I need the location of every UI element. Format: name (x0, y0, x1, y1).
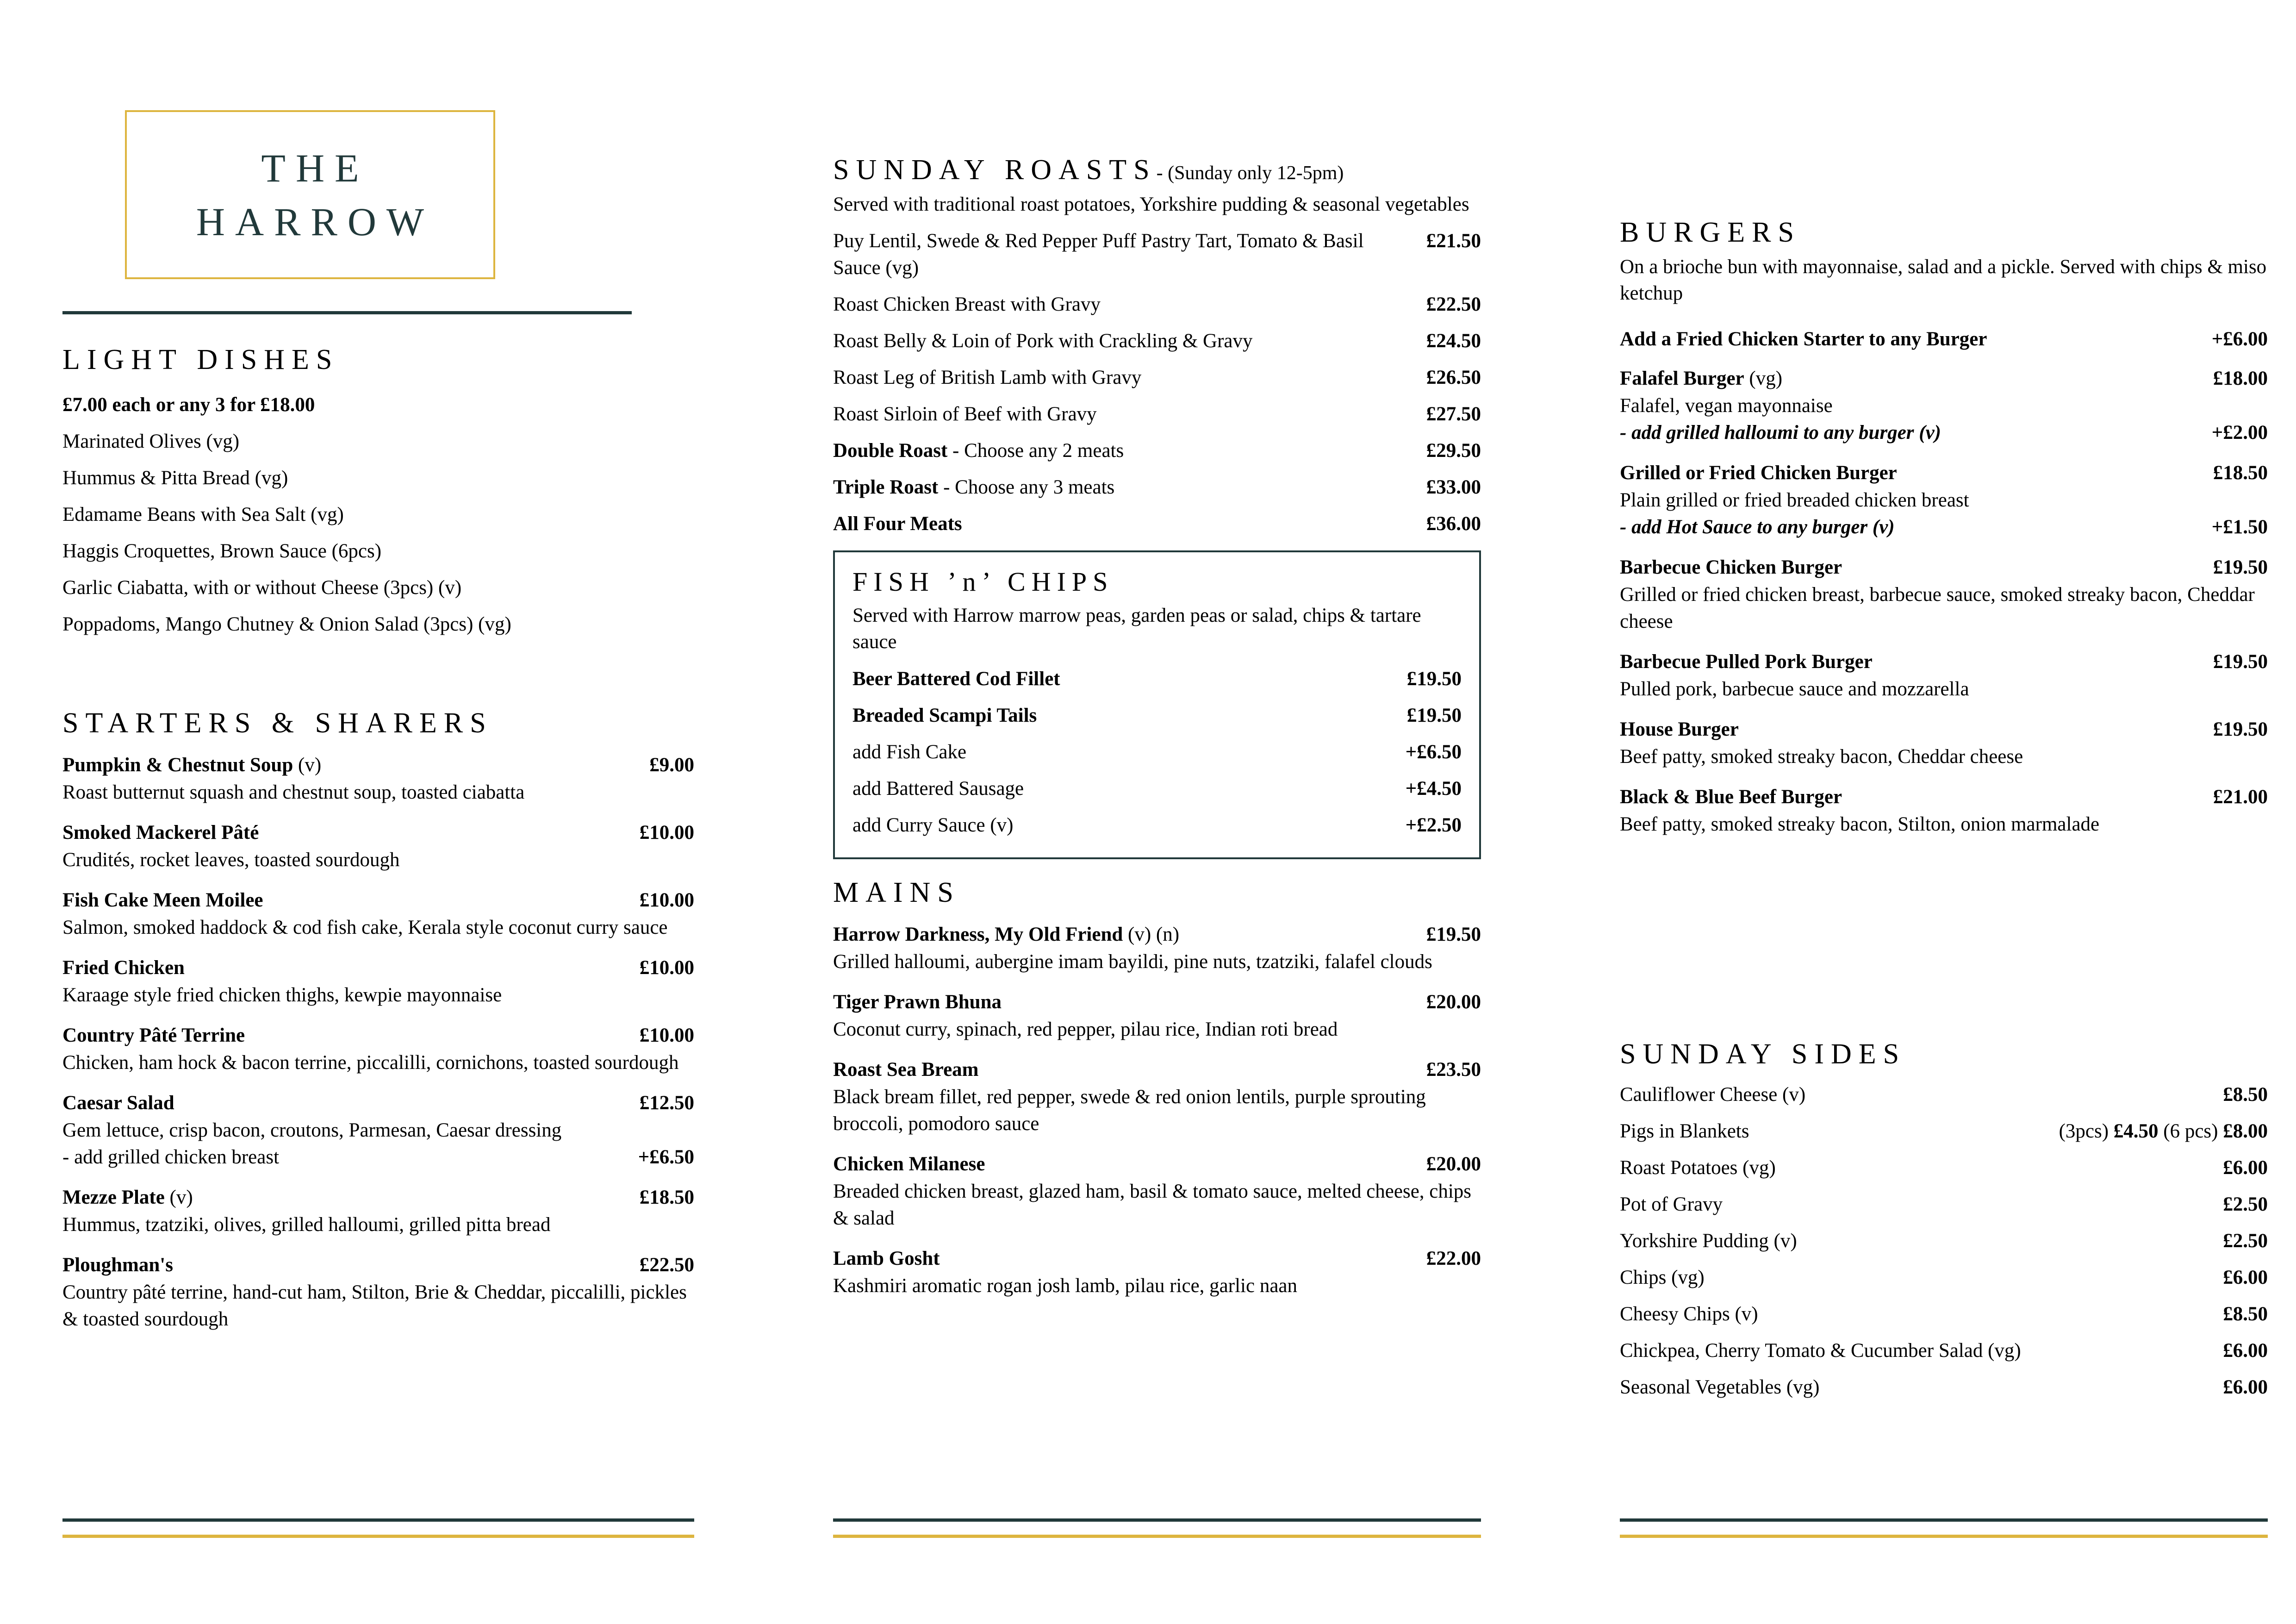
item-header-row (62, 1023, 694, 1049)
side-price (2223, 1228, 2268, 1255)
side-row (1620, 1264, 2268, 1291)
side-row (1620, 1155, 2268, 1181)
item-name-text: Mezze Plate (62, 1186, 165, 1208)
item-name-text: Black & Blue Beef Burger (1620, 786, 1842, 808)
sunday-roasts-note: Served with traditional roast potatoes, Yorkshire pudding & seasonal vegetables (833, 194, 1469, 216)
fish-and-chips-heading: FISH ’n’ CHIPS (852, 567, 1114, 597)
item-header-row (1620, 366, 2268, 392)
item-header-row (1620, 460, 2268, 486)
brand-line-harrow: HARROW (196, 199, 435, 244)
sunday-roasts-heading-text: SUNDAY ROASTS (833, 154, 1157, 186)
side-price (2223, 1155, 2268, 1181)
item-addon-row (1620, 419, 2268, 446)
fish-name: Breaded Scampi Tails (852, 704, 1037, 726)
item-name-text: Smoked Mackerel Pâté (62, 822, 259, 844)
item-description: Salmon, smoked haddock & cod fish cake, Kerala style coconut curry sauce (62, 916, 668, 938)
roast-name-text: Roast Sirloin of Beef with Gravy (833, 403, 1097, 425)
starter-item (62, 752, 694, 806)
item-name (833, 1057, 1415, 1083)
item-description: Chicken, ham hock & bacon terrine, piccalilli, cornichons, toasted sourdough (62, 1051, 679, 1074)
right-column (1620, 0, 2268, 1624)
item-name (62, 1252, 628, 1278)
light-dish-item: Marinated Olives (vg) (62, 431, 240, 453)
item-name-text: Harrow Darkness, My Old Friend (833, 923, 1123, 945)
sunday-sides-heading: SUNDAY SIDES (1620, 1038, 1906, 1070)
item-header-row (1620, 555, 2268, 581)
roast-row (833, 511, 1481, 537)
item-price: £19.50 (1426, 923, 1481, 945)
main-item (833, 1151, 1481, 1232)
side-qty-1: (3pcs) (2059, 1120, 2114, 1143)
item-name (1620, 460, 2202, 486)
item-name-text: Lamb Gosht (833, 1247, 940, 1269)
item-header-row (62, 1185, 694, 1211)
side-row (1620, 1374, 2268, 1401)
burgers-heading: BURGERS (1620, 217, 1801, 248)
item-description: Kashmiri aromatic rogan josh lamb, pilau rice, garlic naan (833, 1274, 1297, 1297)
item-price: £10.00 (639, 1024, 694, 1046)
side-price-1: £2.50 (2223, 1230, 2268, 1252)
item-description: Black bream fillet, red pepper, swede & red onion lentils, purple sprouting broccoli, pomodoro sauce (833, 1086, 1426, 1135)
footer-rule-green (1620, 1518, 2268, 1522)
item-name-text: Fried Chicken (62, 956, 185, 979)
starter-item (62, 1023, 694, 1076)
side-price-1: £6.00 (2223, 1376, 2268, 1399)
side-price (2223, 1301, 2268, 1328)
item-header-row (62, 1090, 694, 1116)
item-name-text: Caesar Salad (62, 1092, 174, 1114)
left-column (62, 0, 694, 1624)
item-description: Roast butternut squash and chestnut soup, toasted ciabatta (62, 781, 525, 803)
item-description: Breaded chicken breast, glazed ham, basil & tomato sauce, melted cheese, chips & salad (833, 1180, 1472, 1229)
item-description: Hummus, tzatziki, olives, grilled halloumi, grilled pitta bread (62, 1213, 551, 1236)
item-addon-label: - add Hot Sauce to any burger (v) (1620, 516, 1895, 538)
item-name-text: House Burger (1620, 718, 1739, 741)
side-name: Pot of Gravy (1620, 1193, 1723, 1216)
starter-item (62, 820, 694, 874)
item-name-text: Fish Cake Meen Moilee (62, 889, 263, 911)
item-name (1620, 555, 2202, 581)
side-price-1: £4.50 (2113, 1120, 2159, 1143)
fish-row (852, 739, 1462, 766)
sunday-roasts-list (833, 228, 1481, 537)
fish-row (852, 775, 1462, 802)
footer-rule-green (833, 1518, 1481, 1522)
item-header-row (833, 922, 1481, 948)
item-addon-row (62, 1144, 694, 1171)
roast-name-text: All Four Meats (833, 513, 962, 535)
item-name (833, 1246, 1415, 1272)
sunday-roasts-heading (833, 155, 1481, 185)
item-header-row (62, 752, 694, 778)
item-name (62, 887, 628, 913)
item-description: Beef patty, smoked streaky bacon, Stilton, onion marmalade (1620, 813, 2100, 836)
side-price-1: £8.50 (2223, 1084, 2268, 1106)
item-name (62, 752, 638, 778)
fish-name: add Fish Cake (852, 741, 967, 763)
fish-and-chips-note: Served with Harrow marrow peas, garden peas or salad, chips & tartare sauce (852, 605, 1421, 653)
side-row (1620, 1118, 2268, 1145)
side-price-1: £2.50 (2223, 1193, 2268, 1216)
roast-name (833, 474, 1114, 501)
roast-price: £22.50 (1426, 293, 1481, 315)
item-addon-price: +£2.00 (2211, 422, 2268, 444)
fish-row (852, 812, 1462, 839)
left-footer-rules (62, 1518, 694, 1538)
mains-list (833, 922, 1481, 1299)
item-name-text: Grilled or Fried Chicken Burger (1620, 462, 1897, 484)
item-price: £21.00 (2213, 786, 2268, 808)
item-price: £10.00 (639, 822, 694, 844)
fish-row (852, 666, 1462, 693)
item-header-row (62, 820, 694, 846)
item-addon-price: +£6.50 (638, 1146, 694, 1168)
footer-rule-gold (62, 1535, 694, 1538)
middle-column (833, 0, 1481, 1624)
item-price: £10.00 (639, 956, 694, 979)
item-header-row (62, 887, 694, 913)
item-name (1620, 784, 2202, 810)
fish-name: add Battered Sausage (852, 777, 1024, 800)
starter-item (62, 1090, 694, 1171)
item-name-text: Pumpkin & Chestnut Soup (62, 754, 293, 776)
item-name (833, 989, 1415, 1015)
fish-name: Beer Battered Cod Fillet (852, 668, 1060, 690)
roast-row (833, 474, 1481, 501)
burger-upsell-price: +£6.00 (2211, 328, 2268, 350)
side-price-1: £6.00 (2223, 1267, 2268, 1289)
burger-item (1620, 784, 2268, 838)
roast-row (833, 228, 1481, 281)
middle-stack (833, 155, 1481, 1299)
side-name: Yorkshire Pudding (v) (1620, 1230, 1797, 1252)
side-price (2223, 1264, 2268, 1291)
starter-item (62, 887, 694, 941)
light-dishes-list (62, 428, 694, 638)
main-item (833, 922, 1481, 975)
side-price (2223, 1081, 2268, 1108)
item-header-row (833, 1057, 1481, 1083)
item-header-row (1620, 717, 2268, 743)
light-dishes-price-note: £7.00 each or any 3 for £18.00 (62, 394, 315, 416)
item-name (1620, 366, 2202, 392)
sunday-sides-list (1620, 1081, 2268, 1401)
side-row (1620, 1301, 2268, 1328)
item-description: Country pâté terrine, hand-cut ham, Stilton, Brie & Cheddar, piccalilli, pickles & toasted sourdough (62, 1281, 687, 1330)
item-price: £22.00 (1426, 1247, 1481, 1269)
item-description: Beef patty, smoked streaky bacon, Cheddar cheese (1620, 746, 2023, 768)
starter-item (62, 955, 694, 1009)
sunday-roasts-heading-suffix: - (Sunday only 12-5pm) (1156, 162, 1344, 184)
item-header-row (833, 989, 1481, 1015)
item-name-text: Tiger Prawn Bhuna (833, 991, 1002, 1013)
burger-item (1620, 649, 2268, 703)
fish-price: £19.50 (1406, 668, 1462, 690)
side-row (1620, 1191, 2268, 1218)
starters-list (62, 752, 694, 1333)
starters-section (62, 708, 694, 1333)
side-name: Pigs in Blankets (1620, 1120, 1749, 1143)
item-header-row (1620, 649, 2268, 675)
fish-price: +£4.50 (1405, 777, 1462, 800)
side-name: Chickpea, Cherry Tomato & Cucumber Salad (vg) (1620, 1340, 2021, 1362)
item-name (62, 1090, 628, 1116)
item-price: £23.50 (1426, 1058, 1481, 1081)
roast-price: £33.00 (1426, 476, 1481, 499)
burger-item (1620, 717, 2268, 770)
side-price-2: £8.00 (2223, 1120, 2268, 1143)
item-header-row (833, 1151, 1481, 1177)
light-dishes-section (62, 345, 694, 638)
side-name: Seasonal Vegetables (vg) (1620, 1376, 1820, 1399)
item-name (1620, 717, 2202, 743)
burger-upsell-row (1620, 326, 2268, 352)
item-price: £9.00 (649, 754, 694, 776)
burger-item (1620, 460, 2268, 541)
item-description: Grilled or fried chicken breast, barbecue sauce, smoked streaky bacon, Cheddar cheese (1620, 584, 2255, 633)
roast-name-lead: Triple Roast (833, 476, 939, 499)
item-name-text: Chicken Milanese (833, 1153, 985, 1175)
item-price: £12.50 (639, 1092, 694, 1114)
item-price: £19.50 (2213, 718, 2268, 741)
side-qty-2: (6 pcs) (2158, 1120, 2223, 1143)
starters-heading: STARTERS & SHARERS (62, 707, 493, 739)
item-name (62, 1023, 628, 1049)
roast-name-text: Puy Lentil, Swede & Red Pepper Puff Pastry Tart, Tomato & Basil Sauce (vg) (833, 230, 1364, 279)
item-name-text: Falafel Burger (1620, 368, 1744, 390)
light-dish-item: Poppadoms, Mango Chutney & Onion Salad (3pcs) (vg) (62, 613, 511, 636)
roast-name-text: Roast Belly & Loin of Pork with Crackling & Gravy (833, 330, 1253, 352)
footer-rule-gold (1620, 1535, 2268, 1538)
item-name (62, 1185, 628, 1211)
side-price-1: £6.00 (2223, 1157, 2268, 1179)
item-description: Plain grilled or fried breaded chicken breast (1620, 489, 1969, 512)
starter-item (62, 1185, 694, 1238)
item-name-text: Country Pâté Terrine (62, 1024, 245, 1046)
item-description: Coconut curry, spinach, red pepper, pilau rice, Indian roti bread (833, 1018, 1338, 1040)
item-name (833, 922, 1415, 948)
side-name: Roast Potatoes (vg) (1620, 1157, 1776, 1179)
burger-item (1620, 555, 2268, 635)
side-name: Cheesy Chips (v) (1620, 1303, 1758, 1325)
item-description: Crudités, rocket leaves, toasted sourdough (62, 849, 400, 871)
item-name (833, 1151, 1415, 1177)
fish-price: +£2.50 (1405, 814, 1462, 836)
item-name (62, 820, 628, 846)
roast-name (833, 401, 1097, 428)
item-name-text: Roast Sea Bream (833, 1058, 979, 1081)
burgers-section (1620, 218, 2268, 838)
roast-price: £26.50 (1426, 367, 1481, 389)
item-addon-row (1620, 514, 2268, 541)
item-dietary-tag: (v) (293, 754, 322, 776)
item-description: Pulled pork, barbecue sauce and mozzarella (1620, 678, 1969, 700)
item-price: £18.50 (639, 1186, 694, 1208)
light-dish-item: Haggis Croquettes, Brown Sauce (6pcs) (62, 540, 382, 562)
middle-footer-rules (833, 1518, 1481, 1538)
roast-name-text: - Choose any 3 meats (938, 476, 1115, 499)
item-name-text: Ploughman's (62, 1254, 173, 1276)
side-price-1: £6.00 (2223, 1340, 2268, 1362)
roast-row (833, 328, 1481, 355)
roast-price: £27.50 (1426, 403, 1481, 425)
roast-name (833, 364, 1141, 391)
roast-row (833, 291, 1481, 318)
side-price (2223, 1337, 2268, 1364)
fish-price: +£6.50 (1405, 741, 1462, 763)
side-price (2223, 1191, 2268, 1218)
item-price: £19.50 (2213, 556, 2268, 579)
roast-price: £29.50 (1426, 440, 1481, 462)
roast-name (833, 437, 1124, 464)
right-footer-rules (1620, 1518, 2268, 1538)
burgers-note: On a brioche bun with mayonnaise, salad and a pickle. Served with chips & miso ketchup (1620, 256, 2267, 304)
footer-rule-gold (833, 1535, 1481, 1538)
sunday-roasts-section (833, 155, 1481, 537)
roast-name (833, 291, 1101, 318)
burgers-list (1620, 366, 2268, 838)
item-addon-price: +£1.50 (2211, 516, 2268, 538)
item-price: £18.50 (2213, 462, 2268, 484)
item-description: Falafel, vegan mayonnaise (1620, 395, 1833, 417)
burger-upsell-label: Add a Fried Chicken Starter to any Burger (1620, 328, 1987, 350)
side-name: Cauliflower Cheese (v) (1620, 1084, 1806, 1106)
roast-price: £24.50 (1426, 330, 1481, 352)
item-header-row (833, 1246, 1481, 1272)
item-header-row (1620, 784, 2268, 810)
fish-name: add Curry Sauce (v) (852, 814, 1014, 836)
item-price: £20.00 (1426, 991, 1481, 1013)
item-price: £22.50 (639, 1254, 694, 1276)
item-name-text: Barbecue Chicken Burger (1620, 556, 1842, 579)
item-addon-label: - add grilled chicken breast (62, 1146, 280, 1168)
item-header-row (62, 1252, 694, 1278)
light-dish-item: Edamame Beans with Sea Salt (vg) (62, 504, 344, 526)
roast-name (833, 328, 1253, 355)
side-price (2223, 1374, 2268, 1401)
item-dietary-tag: (v) (n) (1123, 923, 1180, 945)
roast-row (833, 364, 1481, 391)
roast-name-text: - Choose any 2 meats (947, 440, 1124, 462)
roast-row (833, 437, 1481, 464)
item-header-row (62, 955, 694, 981)
side-price-1: £8.50 (2223, 1303, 2268, 1325)
roast-name-text: Roast Leg of British Lamb with Gravy (833, 367, 1142, 389)
item-price: £18.00 (2213, 368, 2268, 390)
item-description: Gem lettuce, crisp bacon, croutons, Parmesan, Caesar dressing (62, 1119, 562, 1141)
item-description: Karaage style fried chicken thighs, kewpie mayonnaise (62, 984, 502, 1006)
brand-line-the: THE (261, 145, 369, 190)
starter-item (62, 1252, 694, 1333)
roast-name (833, 511, 962, 537)
fish-price: £19.50 (1406, 704, 1462, 726)
item-name (62, 955, 628, 981)
burger-item (1620, 366, 2268, 446)
roast-row (833, 401, 1481, 428)
roast-name (833, 228, 1415, 281)
footer-rule-green (62, 1518, 694, 1522)
roast-name-lead: Double Roast (833, 440, 948, 462)
light-dish-item: Garlic Ciabatta, with or without Cheese (3pcs) (v) (62, 577, 462, 599)
main-item (833, 989, 1481, 1043)
item-price: £20.00 (1426, 1153, 1481, 1175)
roast-name-text: Roast Chicken Breast with Gravy (833, 293, 1101, 315)
item-name-text: Barbecue Pulled Pork Burger (1620, 651, 1873, 673)
main-item (833, 1057, 1481, 1137)
side-row (1620, 1081, 2268, 1108)
side-name: Chips (vg) (1620, 1267, 1705, 1289)
roast-price: £21.50 (1426, 230, 1481, 252)
item-dietary-tag: (v) (164, 1186, 193, 1208)
item-dietary-tag: (vg) (1744, 368, 1783, 390)
mains-heading: MAINS (833, 876, 960, 908)
item-price: £19.50 (2213, 651, 2268, 673)
light-dishes-heading: LIGHT DISHES (62, 344, 339, 375)
fish-and-chips-list (852, 666, 1462, 839)
light-dish-item: Hummus & Pitta Bread (vg) (62, 467, 288, 489)
item-name (1620, 649, 2202, 675)
mains-section (833, 878, 1481, 1299)
side-row (1620, 1337, 2268, 1364)
item-price: £10.00 (639, 889, 694, 911)
side-price (2059, 1118, 2268, 1145)
item-addon-label: - add grilled halloumi to any burger (v) (1620, 422, 1941, 444)
main-item (833, 1246, 1481, 1299)
roast-price: £36.00 (1426, 513, 1481, 535)
fish-row (852, 702, 1462, 729)
sunday-sides-section (1620, 1039, 2268, 1401)
fish-and-chips-box (833, 550, 1481, 859)
item-description: Grilled halloumi, aubergine imam bayildi, pine nuts, tzatziki, falafel clouds (833, 950, 1432, 973)
side-row (1620, 1228, 2268, 1255)
